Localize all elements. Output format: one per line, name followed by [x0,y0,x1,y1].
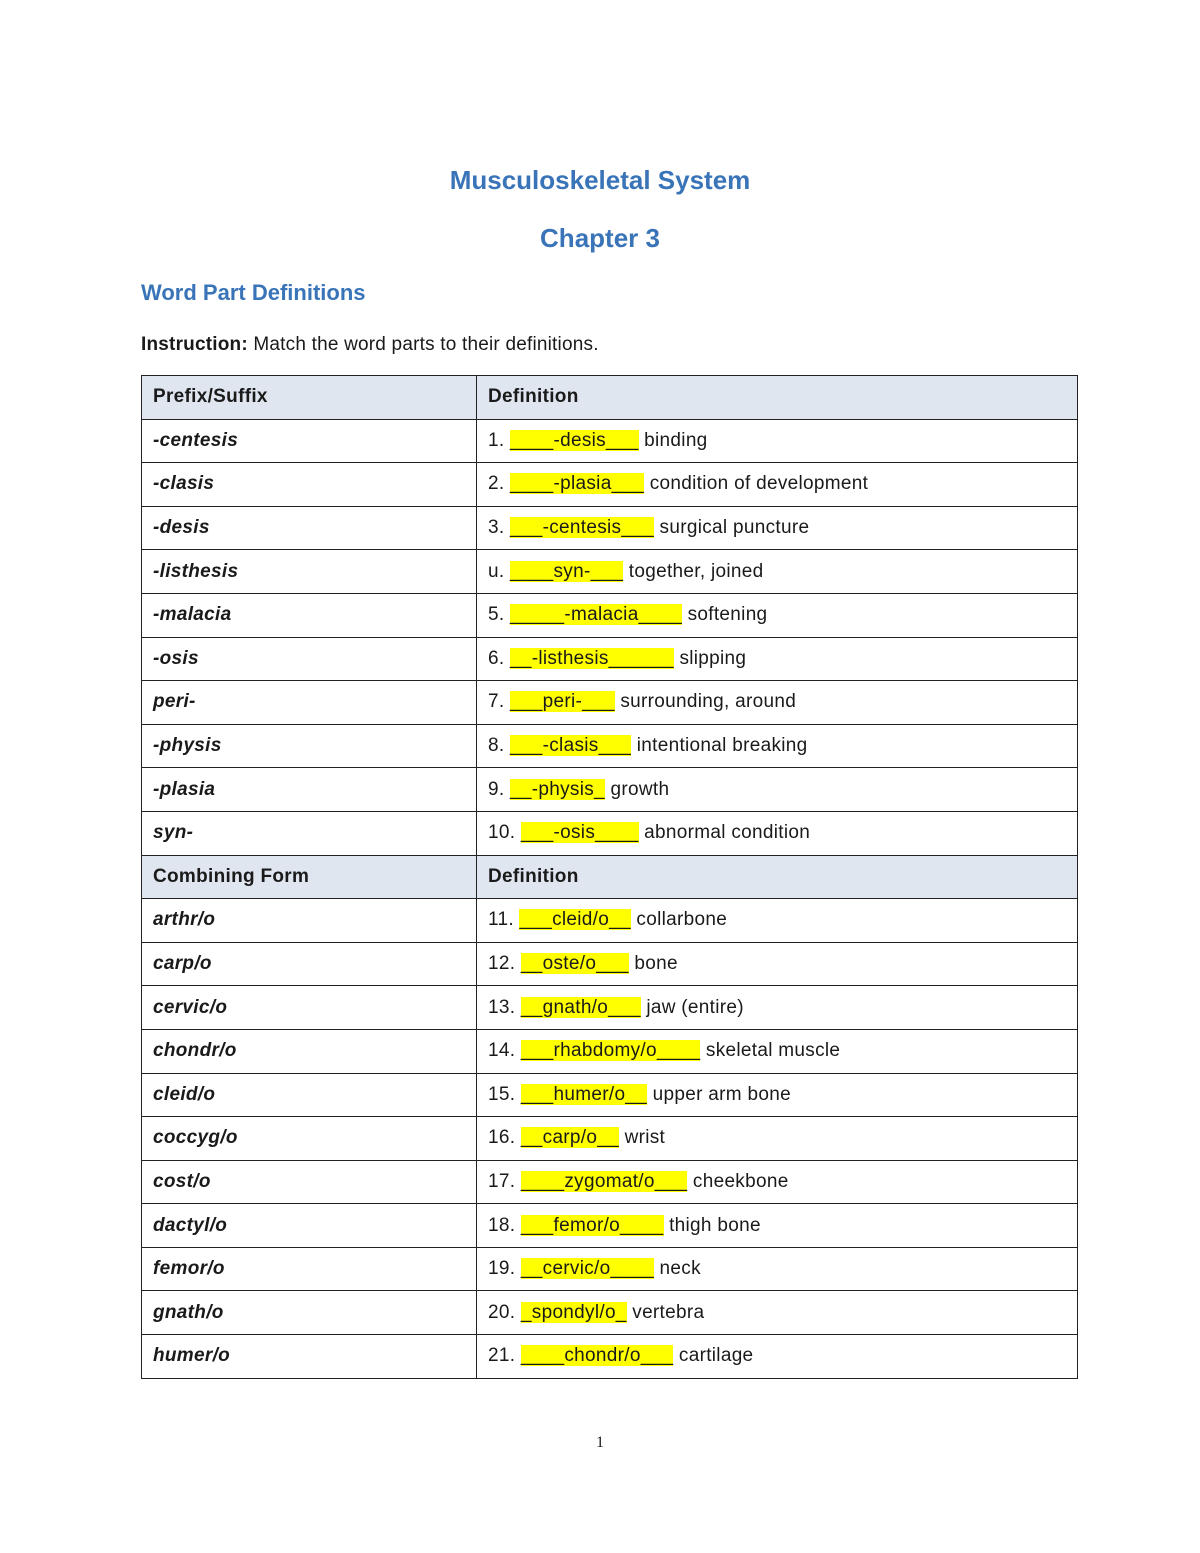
definition-text: together, joined [623,560,764,582]
item-number: 21. [488,1345,521,1367]
answer-highlight: _____-malacia____ [510,604,683,626]
word-part-term: cost/o [142,1160,477,1204]
word-part-term: -malacia [142,593,477,637]
table-row [142,550,1078,594]
definition-cell [477,1117,1078,1161]
definition-cell [477,1029,1078,1073]
definition-cell [477,1160,1078,1204]
answer-highlight: ____zygomat/o___ [520,1170,688,1192]
item-number: 7. [488,691,511,713]
item-number: 2. [488,473,511,495]
table-row [142,1029,1078,1073]
item-number: 20. [488,1301,521,1323]
word-part-term: cervic/o [142,986,477,1030]
definition-text: wrist [618,1127,666,1149]
word-part-term: carp/o [142,942,477,986]
definition-text: slipping [673,647,747,669]
definition-cell [477,419,1078,463]
table-row [142,1335,1078,1379]
table-row [142,768,1078,812]
answer-highlight: ____syn-___ [510,560,624,582]
answer-highlight: ___-centesis___ [510,517,654,539]
table-row [142,986,1078,1030]
definition-cell [477,986,1078,1030]
definition-text: upper arm bone [647,1083,791,1105]
definition-text: thigh bone [663,1214,761,1236]
answer-highlight: __-physis_ [510,778,605,800]
word-part-term: syn- [142,811,477,855]
definition-text: bone [628,953,678,975]
definition-cell [477,550,1078,594]
word-part-term: -osis [142,637,477,681]
word-part-term: humer/o [142,1335,477,1379]
section-heading: Word Part Definitions [141,280,366,305]
header-term-column: Combining Form [142,855,477,899]
item-number: 9. [488,778,511,800]
word-part-term: -plasia [142,768,477,812]
definition-cell [477,1291,1078,1335]
definition-cell [477,1204,1078,1248]
word-part-term: femor/o [142,1247,477,1291]
answer-highlight: __cervic/o____ [520,1258,654,1280]
answer-highlight: ___-osis____ [520,822,639,844]
definition-text: skeletal muscle [700,1040,841,1062]
definition-cell [477,1073,1078,1117]
definition-cell [477,724,1078,768]
definition-text: surrounding, around [614,691,797,713]
definition-cell [477,637,1078,681]
definition-text: surgical puncture [653,517,810,539]
table-row [142,811,1078,855]
word-part-term: dactyl/o [142,1204,477,1248]
table-row [142,463,1078,507]
answer-highlight: ____-desis___ [510,429,639,451]
definition-cell [477,593,1078,637]
item-number: 6. [488,647,511,669]
instruction-label: Instruction: [141,334,248,355]
item-number: 14. [488,1040,521,1062]
table-row [142,1160,1078,1204]
item-number: 5. [488,604,511,626]
item-number: 17. [488,1170,521,1192]
definition-text: cheekbone [687,1170,789,1192]
definition-cell [477,681,1078,725]
word-part-table [141,375,1078,1379]
word-part-term: -physis [142,724,477,768]
table-row [142,1291,1078,1335]
word-part-term: arthr/o [142,899,477,943]
definition-cell [477,811,1078,855]
word-part-term: -desis [142,506,477,550]
answer-highlight: ___cleid/o__ [519,909,631,931]
answer-highlight: __oste/o___ [520,953,629,975]
table-row [142,681,1078,725]
definition-text: cartilage [673,1345,754,1367]
answer-highlight: _spondyl/o_ [520,1301,627,1323]
definition-text: neck [653,1258,701,1280]
definition-cell [477,1335,1078,1379]
header-definition-column: Definition [477,855,1078,899]
definition-text: collarbone [630,909,728,931]
header-definition-column: Definition [477,376,1078,420]
definition-text: vertebra [626,1301,705,1323]
item-number: 11. [488,909,520,931]
answer-highlight: ___femor/o____ [520,1214,664,1236]
word-part-term: coccyg/o [142,1117,477,1161]
item-number: 3. [488,517,511,539]
word-part-term: cleid/o [142,1073,477,1117]
definition-cell [477,768,1078,812]
item-number: 18. [488,1214,521,1236]
answer-highlight: ___rhabdomy/o____ [520,1040,701,1062]
word-part-term: chondr/o [142,1029,477,1073]
word-part-term: peri- [142,681,477,725]
table-row [142,724,1078,768]
definition-text: condition of development [644,473,869,495]
item-number: 8. [488,735,511,757]
item-number: 1. [488,429,511,451]
definition-text: softening [682,604,768,626]
page-number: 1 [596,1434,604,1451]
definition-cell [477,899,1078,943]
word-part-term: -clasis [142,463,477,507]
answer-highlight: ___humer/o__ [520,1083,648,1105]
item-number: 10. [488,822,521,844]
table-row [142,1073,1078,1117]
table-row [142,637,1078,681]
word-part-term: -centesis [142,419,477,463]
definition-text: growth [604,778,670,800]
word-part-term: gnath/o [142,1291,477,1335]
table-header-row [142,376,1078,420]
table-row [142,1247,1078,1291]
item-number: 12. [488,953,521,975]
answer-highlight: ___-clasis___ [510,735,632,757]
item-number: 15. [488,1083,521,1105]
definition-text: intentional breaking [631,735,808,757]
definition-cell [477,1247,1078,1291]
table-header-row [142,855,1078,899]
item-number: 13. [488,996,521,1018]
item-number: u. [488,560,511,582]
word-part-term: -listhesis [142,550,477,594]
answer-highlight: __-listhesis______ [510,647,674,669]
definition-text: jaw (entire) [640,996,744,1018]
answer-highlight: __carp/o__ [520,1127,619,1149]
answer-highlight: ____chondr/o___ [520,1345,674,1367]
item-number: 19. [488,1258,521,1280]
chapter-title: Chapter 3 [540,223,660,253]
table-row [142,899,1078,943]
answer-highlight: ___peri-___ [510,691,615,713]
definition-cell [477,463,1078,507]
table-row [142,419,1078,463]
definition-cell [477,506,1078,550]
table-row [142,593,1078,637]
definition-text: binding [638,429,708,451]
table-row [142,942,1078,986]
page-title: Musculoskeletal System [449,165,751,195]
definition-text: abnormal condition [638,822,811,844]
definition-cell [477,942,1078,986]
item-number: 16. [488,1127,521,1149]
answer-highlight: __gnath/o___ [520,996,641,1018]
table-row [142,1204,1078,1248]
header-term-column: Prefix/Suffix [142,376,477,420]
table-row [142,506,1078,550]
instruction [141,334,599,356]
table-row [142,1117,1078,1161]
answer-highlight: ____-plasia___ [510,473,645,495]
instruction-text: Match the word parts to their definitions. [247,334,599,355]
